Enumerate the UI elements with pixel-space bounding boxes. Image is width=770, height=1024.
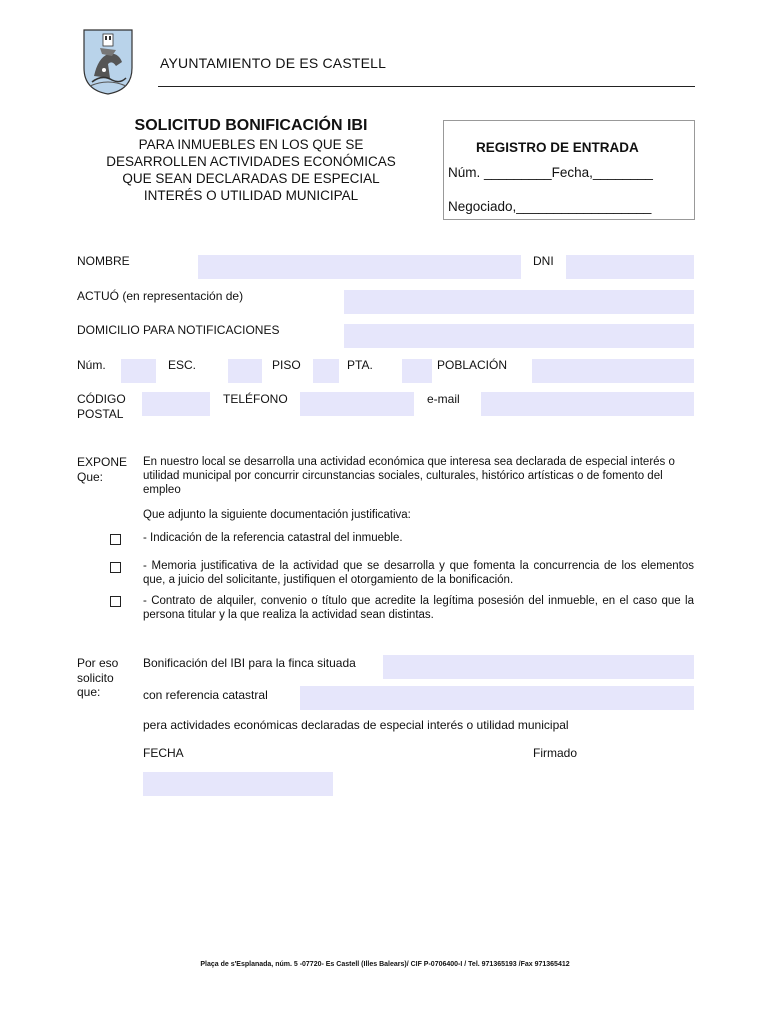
registro-title: REGISTRO DE ENTRADA — [476, 140, 639, 155]
firmado-label: Firmado — [533, 746, 578, 760]
codigo-postal-label — [77, 392, 126, 422]
codigo-postal-line: POSTAL — [77, 407, 124, 421]
pta-label: PTA. — [347, 358, 373, 372]
telefono-field[interactable] — [300, 392, 414, 416]
subtitle-line: QUE SEAN DECLARADAS DE ESPECIAL — [122, 171, 380, 186]
piso-label: PISO — [272, 358, 301, 372]
esc-field[interactable] — [228, 359, 262, 383]
nombre-label: NOMBRE — [77, 254, 130, 268]
subtitle-line: PARA INMUEBLES EN LOS QUE SE — [138, 137, 364, 152]
form-title: SOLICITUD BONIFICACIÓN IBI — [134, 117, 368, 134]
header-divider — [158, 86, 695, 87]
pta-field[interactable] — [402, 359, 432, 383]
piso-field[interactable] — [313, 359, 339, 383]
telefono-label: TELÉFONO — [223, 392, 288, 406]
dni-label: DNI — [533, 254, 554, 268]
actividades-text: pera actividades económicas declaradas de especial interés o utilidad municipal — [143, 718, 569, 732]
num-label: Núm. — [77, 358, 106, 372]
actuo-field[interactable] — [344, 290, 694, 314]
solicito-label-line: que: — [77, 685, 101, 699]
checkbox-referencia-catastral[interactable] — [110, 534, 121, 545]
subtitle-line: INTERÉS O UTILIDAD MUNICIPAL — [143, 188, 359, 203]
checkbox-contrato[interactable] — [110, 596, 121, 607]
expone-label — [77, 455, 127, 485]
solicito-label — [77, 656, 118, 700]
esc-label: ESC. — [168, 358, 197, 372]
fecha-field[interactable] — [143, 772, 333, 796]
organization-name: AYUNTAMIENTO DE ES CASTELL — [160, 55, 387, 71]
domicilio-field[interactable] — [344, 324, 694, 348]
codigo-postal-field[interactable] — [142, 392, 210, 416]
doc-item-memoria: - Memoria justificativa de la actividad que se desarrolla y que fomenta la concurrencia de los elementos que, a juicio del solicitante, justifiquen el otorgamiento de la bonificación. — [143, 560, 694, 586]
num-field[interactable] — [121, 359, 156, 383]
email-field[interactable] — [481, 392, 694, 416]
form-subtitle — [78, 136, 424, 204]
expone-label-line: Que: — [77, 470, 104, 484]
codigo-postal-line: CÓDIGO — [77, 392, 126, 406]
poblacion-label: POBLACIÓN — [437, 358, 508, 372]
registro-num-fecha: Núm. _________Fecha,________ — [448, 165, 653, 180]
actuo-label: ACTUÓ (en representación de) — [77, 289, 244, 303]
nombre-field[interactable] — [198, 255, 521, 279]
solicito-label-line: solicito — [77, 670, 114, 685]
doc-item-referencia: - Indicación de la referencia catastral del inmueble. — [143, 532, 403, 544]
fecha-label: FECHA — [143, 746, 184, 760]
coat-of-arms-logo — [82, 28, 134, 96]
subtitle-line: DESARROLLEN ACTIVIDADES ECONÓMICAS — [106, 154, 396, 169]
expone-text: En nuestro local se desarrolla una actividad económica que interesa sea declarada de especial interés o utilidad municipal por concurrir circunstancias sociales, culturales, histórico artísticas o de fomento del empleo — [143, 456, 675, 496]
dni-field[interactable] — [566, 255, 694, 279]
expone-label-line: EXPONE — [77, 455, 128, 469]
registro-negociado: Negociado,__________________ — [448, 199, 652, 214]
email-label: e-mail — [427, 392, 460, 406]
doc-item-contrato: - Contrato de alquiler, convenio o título que acredite la legítima posesión del inmueble, en el caso que la persona titular y la que realiza la actividad sean distintas. — [143, 595, 694, 621]
referencia-catastral-field[interactable] — [300, 686, 694, 710]
domicilio-label: DOMICILIO PARA NOTIFICACIONES — [77, 323, 280, 337]
documentation-intro: Que adjunto la siguiente documentación justificativa: — [143, 509, 411, 521]
bonificacion-label: Bonificación del IBI para la finca situada — [143, 656, 356, 670]
finca-situada-field[interactable] — [383, 655, 694, 679]
footer-address: Plaça de s'Esplanada, núm. 5 -07720- Es Castell (Illes Balears)/ CIF P-0706400-I / Tel. 971365193 /Fax 971365412 — [200, 961, 570, 968]
solicito-label-line: Por eso — [77, 656, 119, 670]
referencia-catastral-label: con referencia catastral — [143, 688, 268, 702]
checkbox-memoria[interactable] — [110, 562, 121, 573]
poblacion-field[interactable] — [532, 359, 694, 383]
